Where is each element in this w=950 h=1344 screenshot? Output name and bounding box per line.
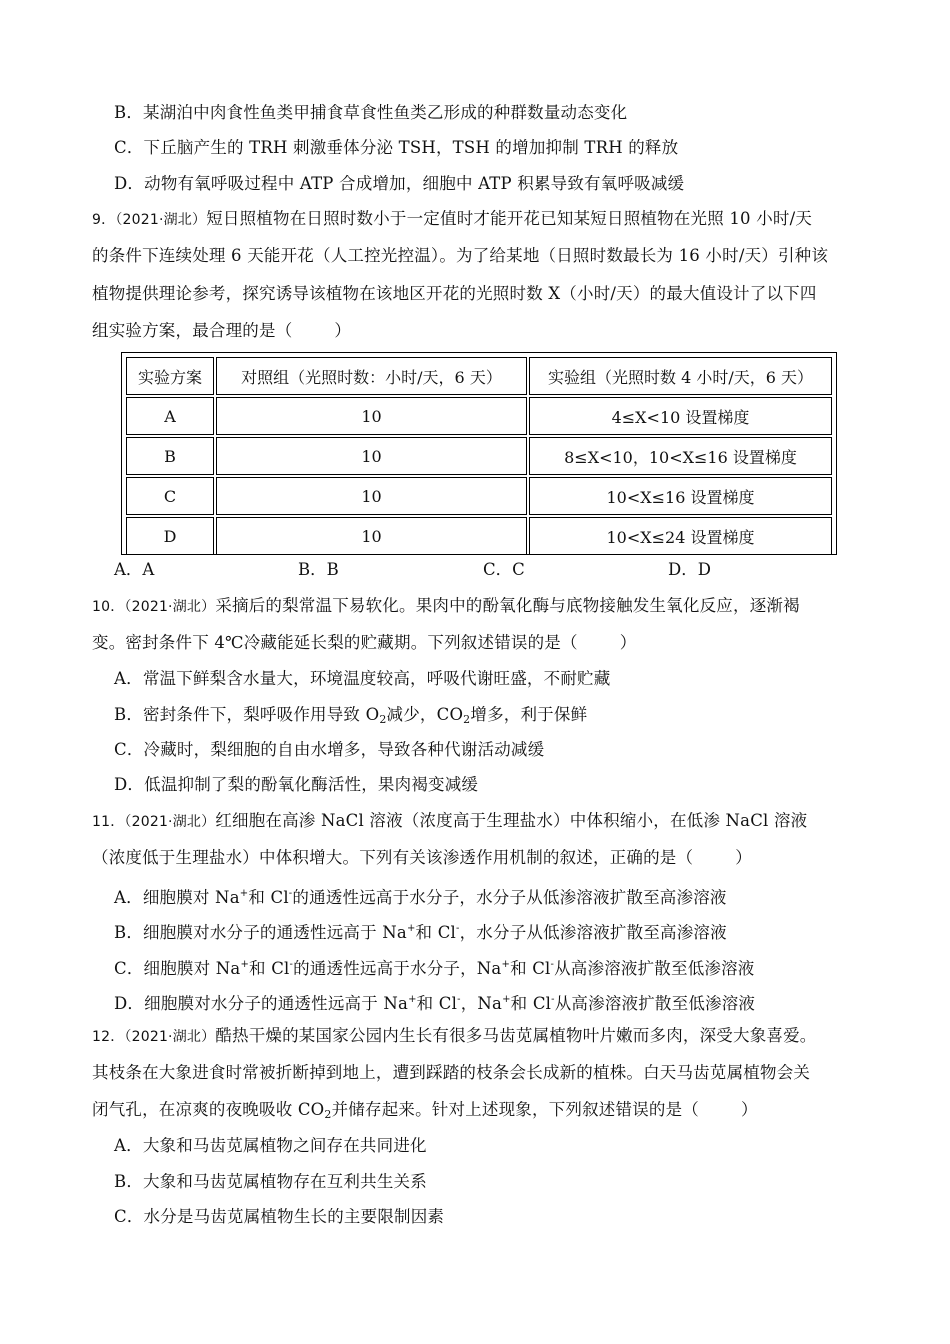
q10-text-line1: 采摘后的梨常温下易软化。果肉中的酚氧化酶与底物接触发生氧化反应，逐渐褐: [215, 596, 800, 615]
q9-stem-line1: [92, 209, 812, 230]
charge-superscript: +: [501, 959, 511, 970]
option-text: ，Na: [460, 994, 503, 1013]
q11-text-line1: 红细胞在高渗 NaCl 溶液（浓度高于生理盐水）中体积缩小，在低渗 NaCl 溶液: [215, 811, 808, 830]
option-text: 和 Cl: [248, 888, 289, 907]
q10-option-b-sub-2: 2: [463, 713, 471, 726]
q9-number: 9．: [92, 212, 116, 228]
q10-source: （2021·湖北）: [124, 599, 216, 615]
charge-superscript: +: [408, 994, 417, 1005]
charge-superscript: -: [288, 888, 293, 899]
option-text: B．细胞膜对水分子的通透性远高于 Na: [114, 923, 407, 942]
q10-number: 10．: [92, 599, 125, 615]
q9-source: （2021·湖北）: [115, 212, 207, 228]
table-cell: 4≤X<10 设置梯度: [529, 397, 832, 435]
q10-option-b-sub-1: 2: [379, 713, 387, 726]
q11-option-b: [114, 919, 727, 943]
q11-paren-close: ）: [735, 848, 752, 867]
q12-number: 12．: [92, 1029, 125, 1045]
q12-option-c: C．水分是马齿苋属植物生长的主要限制因素: [114, 1207, 445, 1226]
q9-choice-d: D．D: [668, 560, 711, 579]
q11-text-line2: （浓度低于生理盐水）中体积增大。下列有关该渗透作用机制的叙述，正确的是（: [92, 848, 694, 867]
q9-text-line1: 短日照植物在日照时数小于一定值时才能开花已知某短日照植物在光照 10 小时/天: [206, 209, 813, 228]
q12-option-b: B．大象和马齿苋属植物存在互利共生关系: [114, 1172, 427, 1191]
table-cell: A: [126, 397, 214, 435]
table-cell: 10<X≤24 设置梯度: [529, 517, 832, 555]
q10-option-b-text-1: B．密封条件下，梨呼吸作用导致 O: [114, 705, 380, 724]
table-cell: 10<X≤16 设置梯度: [529, 477, 832, 515]
table-row: [126, 437, 832, 475]
table-cell: 10: [216, 517, 527, 555]
q10-paren-close: ）: [619, 633, 637, 652]
table-header-row: [126, 357, 832, 395]
charge-superscript: -: [457, 994, 461, 1005]
charge-superscript: -: [456, 923, 460, 934]
q12-text-line3-pre: 闭气孔，在凉爽的夜晚吸收 CO: [92, 1100, 325, 1119]
q12-stem-line1: [92, 1026, 817, 1047]
q10-option-a: A．常温下鲜梨含水量大，环境温度较高，呼吸代谢旺盛，不耐贮藏: [114, 669, 611, 688]
table-header-cell: 实验组（光照时数 4 小时/天，6 天）: [529, 357, 832, 395]
option-text: C．细胞膜对 Na: [114, 959, 241, 978]
q8-option-d: D．动物有氧呼吸过程中 ATP 合成增加，细胞中 ATP 积累导致有氧呼吸减缓: [114, 174, 685, 193]
table-row: [126, 517, 832, 555]
option-text: 和 Cl: [416, 994, 458, 1013]
table-cell: D: [126, 517, 214, 555]
q9-stem-line2: 的条件下连续处理 6 天能开花（人工控光控温）。为了给某地（日照时数最长为 16 小时/天）引种该: [92, 246, 829, 265]
q12-text-line1: 酷热干燥的某国家公园内生长有很多马齿苋属植物叶片嫩而多肉，深受大象喜爱。: [215, 1026, 817, 1045]
q12-stem-line2: 其枝条在大象进食时常被折断掉到地上，遭到踩踏的枝条会长成新的植株。白天马齿苋属植物会关: [92, 1063, 811, 1082]
q8-option-b: B．某湖泊中肉食性鱼类甲捕食草食性鱼类乙形成的种群数量动态变化: [114, 103, 628, 122]
q12-source: （2021·湖北）: [124, 1029, 216, 1045]
table-header-cell: 实验方案: [126, 357, 214, 395]
q12-text-line3-post: 并储存起来。针对上述现象，下列叙述错误的是（: [331, 1100, 700, 1119]
q9-choice-c: C．C: [483, 560, 525, 579]
q11-option-d: [114, 990, 755, 1014]
q11-option-a: [114, 884, 727, 908]
table-cell: B: [126, 437, 214, 475]
table-row: [126, 477, 832, 515]
q9-stem-line4: [92, 321, 351, 341]
option-text: A．细胞膜对 Na: [114, 888, 240, 907]
table-cell: 10: [216, 437, 527, 475]
q12-option-a: A．大象和马齿苋属植物之间存在共同进化: [114, 1136, 427, 1155]
option-text: 和 Cl: [415, 923, 456, 942]
option-text: 和 Cl: [249, 959, 290, 978]
q12-co2-subscript: 2: [324, 1108, 332, 1121]
option-text: 从高渗溶液扩散至低渗溶液: [554, 959, 755, 978]
q11-source: （2021·湖北）: [124, 814, 216, 830]
option-text: 从高渗溶液扩散至低渗溶液: [554, 994, 756, 1013]
q9-choice-b: B．B: [298, 560, 339, 579]
q8-option-c: C．下丘脑产生的 TRH 刺激垂体分泌 TSH，TSH 的增加抑制 TRH 的释放: [114, 138, 679, 157]
q9-choice-a: A．A: [114, 560, 155, 579]
table-header-cell: 对照组（光照时数：小时/天，6 天）: [216, 357, 527, 395]
q9-text-line4: 组实验方案，最合理的是（: [92, 321, 293, 340]
option-text: 和 Cl: [510, 959, 551, 978]
q10-option-c: C．冷藏时，梨细胞的自由水增多，导致各种代谢活动减缓: [114, 740, 545, 759]
q9-table: [121, 352, 837, 555]
option-text: D．细胞膜对水分子的通透性远高于 Na: [114, 994, 409, 1013]
table-cell: 8≤X<10，10<X≤16 设置梯度: [529, 437, 832, 475]
q10-stem-line1: [92, 596, 800, 617]
option-text: 和 Cl: [510, 994, 552, 1013]
charge-superscript: +: [239, 888, 249, 899]
q11-number: 11．: [92, 814, 125, 830]
q10-text-line2: 变。密封条件下 4℃冷藏能延长梨的贮藏期。下列叙述错误的是（: [92, 633, 578, 652]
table-cell: 10: [216, 397, 527, 435]
q10-option-b: [114, 705, 587, 730]
q11-stem-line2: [92, 848, 752, 868]
q10-option-d: D．低温抑制了梨的酚氧化酶活性，果肉褐变减缓: [114, 775, 479, 794]
table-cell: 10: [216, 477, 527, 515]
charge-superscript: +: [240, 959, 250, 970]
charge-superscript: -: [550, 959, 555, 970]
q10-option-b-text-3: 增多，利于保鲜: [470, 705, 588, 724]
q10-stem-line2: [92, 633, 636, 653]
q12-stem-line3: [92, 1100, 758, 1125]
q11-option-c: [114, 955, 755, 979]
charge-superscript: +: [406, 923, 416, 934]
q9-paren-close: ）: [334, 321, 352, 340]
charge-superscript: +: [502, 994, 511, 1005]
q10-option-b-text-2: 减少，CO: [386, 705, 464, 724]
q11-stem-line1: [92, 811, 807, 832]
q12-paren-close: ）: [741, 1100, 758, 1119]
option-text: 的通透性远高于水分子，水分子从低渗溶液扩散至高渗溶液: [292, 888, 727, 907]
charge-superscript: -: [551, 994, 555, 1005]
option-text: ，水分子从低渗溶液扩散至高渗溶液: [459, 923, 727, 942]
option-text: 的通透性远高于水分子，Na: [293, 959, 502, 978]
table-cell: C: [126, 477, 214, 515]
q9-stem-line3: 植物提供理论参考，探究诱导该植物在该地区开花的光照时数 X（小时/天）的最大值设计了以下四: [92, 284, 817, 303]
charge-superscript: -: [289, 959, 294, 970]
table-row: [126, 397, 832, 435]
